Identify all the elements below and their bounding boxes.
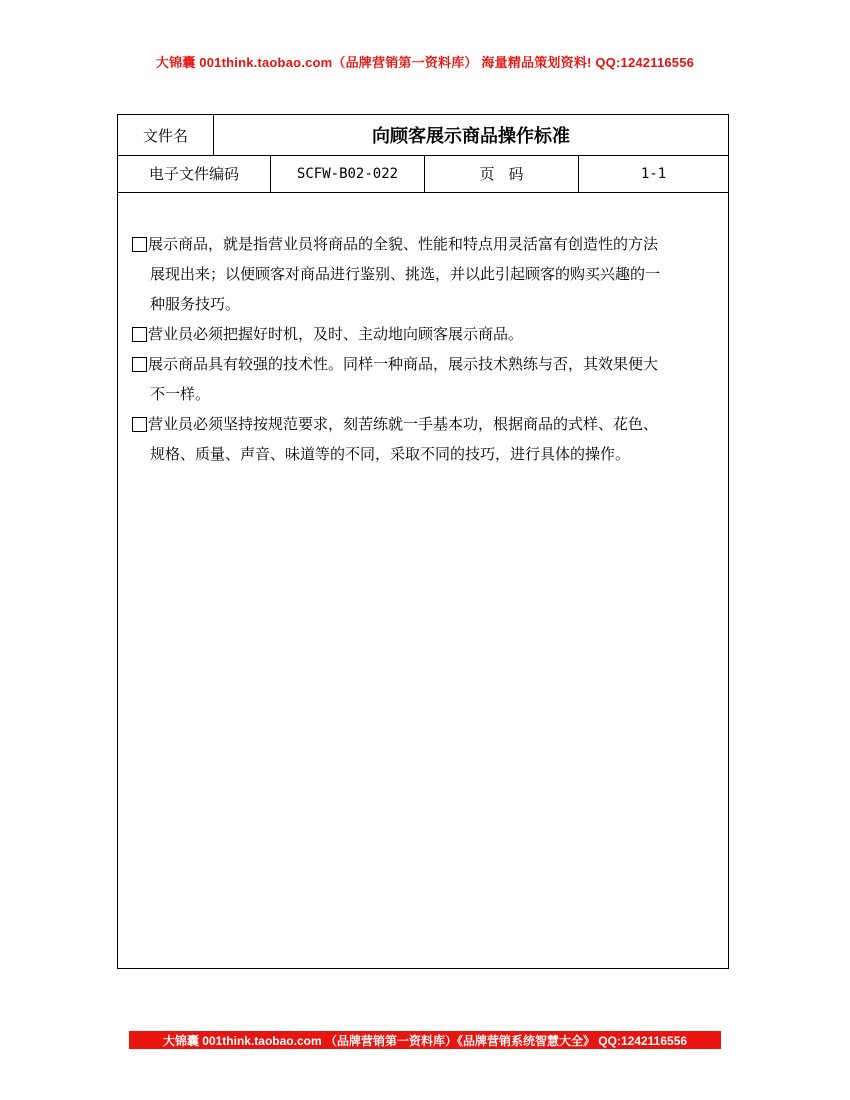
code-value: SCFW-B02-022 [271, 155, 425, 192]
item-first-line: 展示商品具有较强的技术性。同样一种商品，展示技术熟练与否，其效果便大 [148, 355, 659, 373]
checkbox-icon [132, 327, 147, 342]
item-first-line: 营业员必须把握好时机，及时、主动地向顾客展示商品。 [148, 325, 524, 343]
footer-banner: 大锦囊 001think.taobao.com （品牌营销第一资料库）《品牌营销系统智慧大全》 QQ:1242116556 [129, 1031, 721, 1049]
item-continuation: 种服务技巧。 [150, 295, 241, 313]
checkbox-icon [132, 237, 147, 252]
content-body [132, 229, 722, 469]
document-table [117, 114, 729, 969]
list-item [132, 409, 722, 469]
list-item [132, 229, 722, 319]
page-value: 1-1 [640, 165, 667, 182]
file-name-label: 文件名 [118, 115, 214, 155]
list-item [132, 349, 722, 409]
list-item [132, 319, 722, 349]
document-title: 向顾客展示商品操作标准 [372, 126, 570, 147]
item-continuation: 规格、质量、声音、味道等的不同，采取不同的技巧，进行具体的操作。 [150, 445, 631, 463]
item-continuation: 展现出来；以便顾客对商品进行鉴别、挑选，并以此引起顾客的购买兴趣的一 [150, 265, 661, 283]
item-continuation: 不一样。 [150, 385, 211, 403]
title-row [118, 115, 728, 156]
checkbox-icon [132, 417, 147, 432]
header-banner: 大锦囊 001think.taobao.com（品牌营销第一资料库） 海量精品策划资料! QQ:1242116556 [155, 55, 695, 70]
checkbox-icon [132, 357, 147, 372]
page-label: 页码 [425, 155, 579, 192]
item-first-line: 展示商品，就是指营业员将商品的全貌、性能和特点用灵活富有创造性的方法 [148, 235, 659, 253]
item-first-line: 营业员必须坚持按规范要求，刻苦练就一手基本功，根据商品的式样、花色、 [148, 415, 659, 433]
meta-row [118, 155, 728, 193]
code-label: 电子文件编码 [118, 155, 271, 192]
